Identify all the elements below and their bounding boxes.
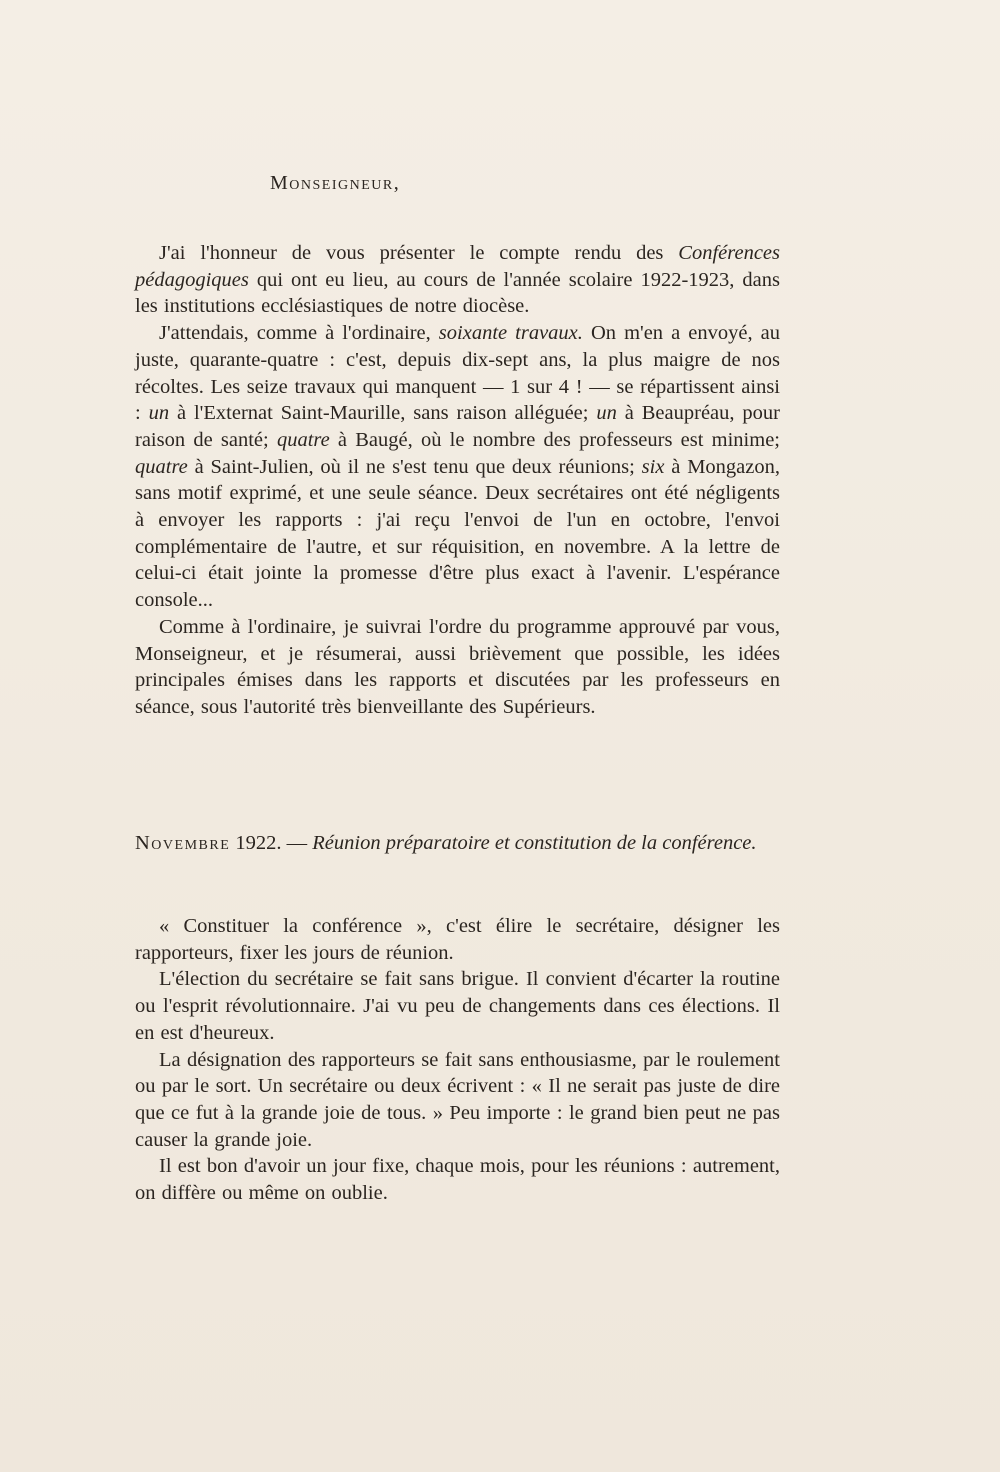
intro-paragraph-2 — [135, 320, 780, 614]
section-year: 1922. — — [230, 832, 313, 854]
text-run-italic: quatre — [135, 455, 188, 478]
section-month: Novembre — [135, 832, 231, 854]
text-run: qui ont eu lieu, au cours de l'année scolaire 1922-1923, dans les institutions ecclésiastiques de notre diocèse. — [135, 268, 780, 318]
intro-section — [135, 240, 780, 721]
body-paragraph-4: Il est bon d'avoir un jour fixe, chaque mois, pour les réunions : autrement, on diffère ou même on oublie. — [135, 1155, 780, 1205]
body-paragraph-2: L'élection du secrétaire se fait sans brigue. Il convient d'écarter la routine ou l'esprit révolutionnaire. J'ai vu peu de changements dans ces élections. Il en est d'heureux. — [135, 968, 780, 1044]
text-run: J'ai l'honneur de vous présenter le compte rendu des — [159, 242, 679, 264]
section-title: Réunion préparatoire et constitution de la conférence. — [312, 832, 757, 854]
salutation-text: Monseigneur, — [270, 172, 401, 194]
text-run-italic: un — [148, 402, 170, 425]
body-paragraph-1: « Constituer la conférence », c'est élire le secrétaire, désigner les rapporteurs, fixer les jours de réunion. — [135, 915, 780, 964]
text-run: à Saint-Julien, où il ne s'est tenu que deux réunions; — [187, 455, 642, 478]
text-run: à Beaupréau, pour raison de santé; — [135, 402, 780, 451]
section-heading — [135, 830, 780, 857]
text-run: à Baugé, où le nombre des professeurs est minime; — [329, 428, 780, 451]
text-run: J'attendais, comme à l'ordinaire, — [159, 322, 439, 345]
text-run-italic: Conférences pédagogiques — [135, 242, 780, 291]
text-run: On m'en a envoyé, au juste, quarante-quatre : c'est, depuis dix-sept ans, la plus maigre de nos récoltes. Les seize travaux qui manquent — 1 sur 4 ! — se répartissent ainsi : — [135, 322, 780, 425]
text-run-italic: soixante travaux. — [438, 322, 583, 345]
text-run-italic: un — [596, 402, 617, 425]
section-body — [135, 913, 780, 1207]
text-run: à Mongazon, sans motif exprimé, et une seule séance. Deux secrétaires ont été négligents à envoyer les rapports : j'ai reçu l'envoi de l'un en octobre, l'envoi complémentaire de l'autre, et sur réquisition, en novembre. A la lettre de celui-ci était jointe la promesse d'être plus exact à l'avenir. L'espérance console... — [135, 455, 780, 612]
intro-paragraph-1 — [135, 240, 780, 320]
text-run-italic: six — [641, 455, 665, 478]
body-paragraph-3: La désignation des rapporteurs se fait sans enthousiasme, par le roulement ou par le sort. Un secrétaire ou deux écrivent : « Il ne serait pas juste de dire que ce fut à la grande joie de tous. » Peu importe : le grand bien peut ne pas causer la grande joie. — [135, 1048, 780, 1151]
text-run: à l'Externat Saint-Maurille, sans raison alléguée; — [169, 402, 597, 425]
salutation — [270, 172, 400, 195]
text-run-italic: quatre — [276, 428, 330, 451]
intro-paragraph-3: Comme à l'ordinaire, je suivrai l'ordre du programme approuvé par vous, Monseigneur, et je résumerai, aussi brièvement que possible, les idées principales émises dans les rapports et discutées par les professeurs en séance, sous l'autorité très bienveillante des Supérieurs. — [135, 615, 780, 718]
